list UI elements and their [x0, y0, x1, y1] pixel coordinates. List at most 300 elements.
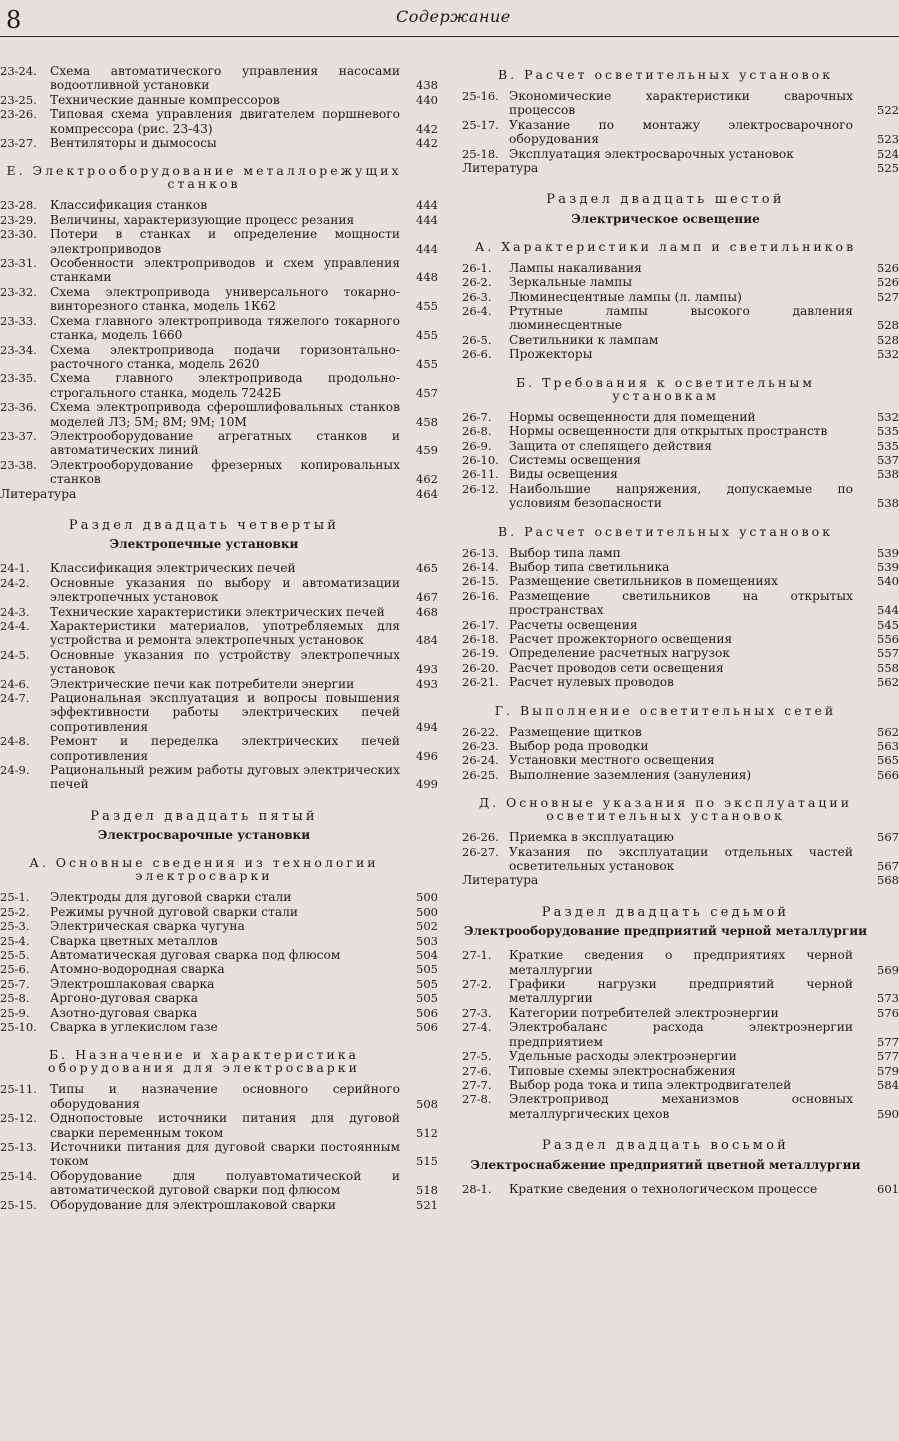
toc-entry	[462, 977, 899, 1006]
entry-number: 27-4.	[462, 1020, 492, 1035]
entry-number: 23-34.	[0, 342, 37, 357]
entry-page: 484	[416, 633, 438, 648]
entry-title: Размещение щитков	[509, 724, 642, 739]
entry-title: Ртутные лампы высокого давления люминесцентные	[509, 304, 853, 333]
toc-entry	[462, 118, 899, 147]
entry-number: 23-38.	[0, 457, 37, 472]
entry-title: Защита от слепящего действия	[509, 438, 712, 453]
toc-block	[462, 410, 899, 511]
entry-title: Экономические характеристики сварочных процессов	[509, 89, 853, 118]
entry-number: 23-24.	[0, 64, 37, 78]
entry-number: 25-14.	[0, 1168, 37, 1183]
entry-number: 26-22.	[462, 724, 499, 739]
entry-number: 25-9.	[0, 1005, 30, 1020]
entry-number: 25-10.	[0, 1019, 37, 1034]
entry-page: 525	[877, 161, 899, 176]
entry-page: 506	[416, 1005, 438, 1020]
section-heading: В. Расчет осветительных установок	[497, 523, 834, 539]
left-column	[0, 64, 438, 1212]
entry-title: Литература	[0, 486, 77, 501]
entry-number: 23-33.	[0, 313, 37, 328]
entry-number: 26-11.	[462, 467, 499, 482]
entry-number: 23-31.	[0, 256, 37, 271]
entry-number: 25-5.	[0, 947, 30, 962]
entry-page: 601	[877, 1181, 899, 1196]
entry-page: 505	[416, 962, 438, 977]
toc-entry	[0, 561, 438, 575]
entry-title: Вентиляторы и дымососы	[50, 136, 217, 151]
entry-page: 440	[416, 92, 438, 107]
entry-title: Типовые схемы электроснабжения	[509, 1063, 736, 1078]
entry-number: 23-28.	[0, 198, 37, 213]
entry-title: Электрическая сварка чугуна	[50, 919, 245, 934]
toc-entry	[0, 93, 438, 107]
entry-number: 26-15.	[462, 574, 499, 589]
entry-number: 26-2.	[462, 275, 492, 290]
entry-title: Выбор рода тока и типа электродвигателей	[509, 1077, 792, 1092]
entry-page: 458	[416, 414, 438, 429]
entry-number: 26-5.	[462, 332, 492, 347]
entry-page: 558	[877, 660, 899, 675]
toc-block	[462, 725, 899, 783]
entry-number: 25-13.	[0, 1139, 37, 1154]
entry-title: Размещение светильников на открытых пространствах	[509, 588, 853, 618]
entry-number: 26-23.	[462, 739, 499, 753]
section-heading: Д. Основные указания по эксплуатации осветительных установок	[478, 795, 853, 824]
toc-entry	[462, 560, 899, 574]
toc-block	[462, 89, 899, 175]
entry-title: Технические характеристики электрических печей	[50, 604, 385, 619]
entry-number: 27-2.	[462, 977, 492, 992]
entry-page: 579	[877, 1063, 899, 1078]
toc-entry	[0, 977, 438, 991]
toc-entry	[462, 453, 899, 467]
part-name: Электрическое освещение	[571, 211, 760, 226]
entry-title: Схема электропривода сферошлифовальных станков моделей ЛЗ; 5М; 8М; 9М; 10М	[50, 400, 400, 429]
entry-title: Рациональная эксплуатация и вопросы повышения эффективности работы электрических печей сопротивления	[50, 691, 400, 734]
entry-number: 26-16.	[462, 588, 499, 603]
toc-entry	[0, 1140, 438, 1169]
entry-number: 23-25.	[0, 92, 37, 107]
entry-number: 25-12.	[0, 1111, 37, 1126]
entry-number: 27-3.	[462, 1005, 492, 1020]
entry-page: 562	[877, 675, 899, 690]
entry-title: Потери в станках и определение мощности электроприводов	[50, 227, 400, 256]
entry-title: Размещение светильников в помещениях	[509, 574, 778, 589]
entry-title: Ремонт и переделка электрических печей сопротивления	[50, 734, 400, 763]
entry-page: 523	[877, 132, 899, 147]
entry-title: Сварка цветных металлов	[50, 933, 218, 948]
entry-title: Типовая схема управления двигателем поршневого компрессора (рис. 23-43)	[50, 107, 400, 136]
part-heading: Раздел двадцать восьмой	[542, 1138, 789, 1154]
entry-page: 538	[877, 496, 899, 511]
entry-number: 25-7.	[0, 976, 30, 991]
entry-number: 23-32.	[0, 284, 37, 299]
entry-number: 25-15.	[0, 1197, 37, 1212]
toc-entry	[0, 1198, 438, 1212]
entry-page: 442	[416, 121, 438, 136]
part-name: Электросварочные установки	[97, 828, 311, 843]
entry-title: Приемка в эксплуатацию	[509, 830, 674, 845]
entry-title: Технические данные компрессоров	[50, 92, 280, 107]
entry-number: 26-7.	[462, 409, 492, 424]
toc-entry	[0, 677, 438, 691]
entry-number: 26-8.	[462, 424, 492, 439]
entry-title: Краткие сведения о технологическом процессе	[509, 1181, 818, 1196]
entry-number: 25-8.	[0, 991, 30, 1006]
entry-title: Типы и назначение основного серийного оборудования	[50, 1082, 400, 1111]
entry-page: 528	[877, 318, 899, 333]
entry-title: Выбор рода проводки	[509, 739, 649, 753]
entry-page: 567	[877, 830, 899, 845]
entry-page: 590	[877, 1106, 899, 1121]
toc-entry	[462, 347, 899, 361]
header-title: Содержание	[396, 7, 511, 26]
toc-entry	[0, 691, 438, 734]
toc-entry	[0, 919, 438, 933]
entry-number: 26-17.	[462, 617, 499, 632]
toc-block	[0, 1082, 438, 1212]
toc-entry	[0, 314, 438, 343]
entry-page: 504	[416, 947, 438, 962]
entry-title: Схема главного электропривода продольно-строгального станка, модель 7242Б	[50, 371, 400, 400]
entry-title: Рациональный режим работы дуговых электрических печей	[50, 763, 400, 792]
entry-number: 26-14.	[462, 559, 499, 574]
entry-number: 23-26.	[0, 107, 37, 122]
toc-entry	[0, 64, 438, 93]
toc-entry	[0, 1020, 438, 1034]
entry-title: Литература	[462, 873, 539, 888]
entry-number: 28-1.	[462, 1181, 492, 1196]
entry-title: Светильники к лампам	[509, 332, 659, 347]
entry-title: Электрические печи как потребители энергии	[50, 676, 355, 691]
entry-page: 532	[877, 409, 899, 424]
entry-title: Краткие сведения о предприятиях черной металлургии	[509, 948, 853, 977]
entry-page: 462	[416, 472, 438, 487]
entry-title: Оборудование для полуавтоматической и автоматической дуговой сварки под флюсом	[50, 1168, 400, 1198]
entry-title: Электроды для дуговой сварки стали	[50, 890, 292, 905]
entry-title: Особенности электроприводов и схем управления станками	[50, 256, 400, 285]
section-heading: Г. Выполнение осветительных сетей	[494, 702, 837, 718]
entry-page: 540	[877, 574, 899, 589]
entry-page: 535	[877, 438, 899, 453]
entry-title: Расчет проводов сети освещения	[509, 660, 724, 675]
entry-number: 24-8.	[0, 734, 30, 749]
entry-number: 23-29.	[0, 212, 37, 227]
toc-entry	[462, 574, 899, 588]
entry-page: 467	[416, 590, 438, 605]
toc-entry	[462, 1182, 899, 1196]
entry-number: 25-3.	[0, 919, 30, 934]
entry-number: 26-18.	[462, 631, 499, 646]
entry-number: 24-9.	[0, 763, 30, 778]
toc-block	[462, 546, 899, 690]
entry-title: Нормы освещенности для открытых пространств	[509, 424, 828, 439]
toc-entry	[0, 198, 438, 212]
toc-entry	[0, 343, 438, 372]
entry-page: 465	[416, 561, 438, 576]
section-heading: Е. Электрооборудование металлорежущих станков	[6, 163, 402, 192]
toc-entry	[462, 725, 899, 739]
toc-entry	[462, 482, 899, 511]
toc-entry	[462, 632, 899, 646]
entry-title: Люминесцентные лампы (л. лампы)	[509, 289, 742, 304]
toc-entry	[462, 546, 899, 560]
entry-page: 506	[416, 1019, 438, 1034]
toc-entry	[462, 304, 899, 333]
toc-entry	[462, 161, 899, 175]
toc-entry	[462, 845, 899, 874]
entry-page: 459	[416, 443, 438, 458]
toc-entry	[462, 147, 899, 161]
page-header	[0, 0, 899, 37]
entry-page: 494	[416, 719, 438, 734]
entry-page: 496	[416, 748, 438, 763]
entry-number: 25-6.	[0, 962, 30, 977]
toc-entry	[462, 589, 899, 618]
entry-page: 457	[416, 385, 438, 400]
section-heading: В. Расчет осветительных установок	[497, 67, 834, 82]
entry-number: 27-1.	[462, 948, 492, 963]
toc-entry	[462, 618, 899, 632]
toc-entry	[0, 429, 438, 458]
entry-number: 23-27.	[0, 136, 37, 151]
entry-page: 567	[877, 859, 899, 874]
entry-number: 26-6.	[462, 347, 492, 362]
toc-entry	[462, 768, 899, 782]
entry-title: Наибольшие напряжения, допускаемые по условиям безопасности	[509, 481, 853, 511]
toc-entry	[0, 213, 438, 227]
toc-entry	[0, 734, 438, 763]
entry-number: 26-3.	[462, 289, 492, 304]
toc-entry	[0, 948, 438, 962]
entry-number: 27-6.	[462, 1063, 492, 1078]
section-heading: Б. Назначение и характеристика оборудования для электросварки	[48, 1047, 360, 1076]
entry-title: Сварка в углекислом газе	[50, 1019, 218, 1034]
toc-entry	[462, 646, 899, 660]
toc-entry	[462, 873, 899, 887]
toc-entry	[462, 439, 899, 453]
entry-title: Определение расчетных нагрузок	[509, 646, 730, 661]
entry-page: 527	[877, 289, 899, 304]
entry-page: 535	[877, 424, 899, 439]
toc-entry	[0, 107, 438, 136]
entry-number: 25-2.	[0, 904, 30, 919]
entry-page: 505	[416, 991, 438, 1006]
entry-page: 544	[877, 603, 899, 618]
entry-number: 23-36.	[0, 400, 37, 415]
entry-page: 524	[877, 146, 899, 161]
toc-block	[0, 561, 438, 792]
entry-title: Азотно-дуговая сварка	[50, 1005, 198, 1020]
entry-title: Указание по монтажу электросварочного оборудования	[509, 117, 853, 147]
toc-entry	[462, 89, 899, 118]
entry-page: 512	[416, 1125, 438, 1140]
toc-entry	[462, 661, 899, 675]
entry-page: 444	[416, 198, 438, 213]
toc-entry	[462, 1064, 899, 1078]
toc-block	[462, 261, 899, 362]
entry-title: Выполнение заземления (зануления)	[509, 767, 752, 782]
entry-title: Автоматическая дуговая сварка под флюсом	[50, 947, 341, 962]
entry-number: 24-6.	[0, 676, 30, 691]
entry-title: Лампы накаливания	[509, 260, 642, 275]
entry-title: Виды освещения	[509, 467, 618, 482]
entry-page: 545	[877, 617, 899, 632]
entry-page: 526	[877, 260, 899, 275]
entry-number: 26-25.	[462, 767, 499, 782]
entry-title: Литература	[462, 161, 539, 176]
entry-page: 455	[416, 356, 438, 371]
toc-entry	[462, 948, 899, 977]
entry-title: Расчет прожекторного освещения	[509, 631, 733, 646]
entry-title: Электробаланс расхода электроэнергии предприятием	[509, 1020, 853, 1049]
entry-title: Установки местного освещения	[509, 753, 715, 768]
toc-entry	[462, 1078, 899, 1092]
toc-entry	[462, 410, 899, 424]
entry-title: Атомно-водородная сварка	[50, 962, 225, 977]
toc-entry	[0, 648, 438, 677]
entry-page: 505	[416, 976, 438, 991]
toc-entry	[0, 1006, 438, 1020]
entry-page: 557	[877, 646, 899, 661]
entry-number: 26-20.	[462, 660, 499, 675]
part-heading: Раздел двадцать пятый	[90, 808, 318, 824]
entry-page: 565	[877, 753, 899, 768]
toc-entry	[0, 458, 438, 487]
entry-number: 26-1.	[462, 260, 492, 275]
entry-number: 27-5.	[462, 1049, 492, 1064]
entry-title: Указания по эксплуатации отдельных частей осветительных установок	[509, 844, 853, 874]
toc-entry	[462, 1092, 899, 1121]
entry-page: 448	[416, 270, 438, 285]
entry-title: Расчет нулевых проводов	[509, 675, 674, 690]
toc-entry	[0, 605, 438, 619]
toc-entry	[0, 1082, 438, 1111]
toc-entry	[0, 1111, 438, 1140]
toc-entry	[0, 487, 438, 501]
entry-page: 442	[416, 136, 438, 151]
entry-title: Режимы ручной дуговой сварки стали	[50, 904, 298, 919]
entry-page: 577	[877, 1049, 899, 1064]
entry-title: Графики нагрузки предприятий черной металлургии	[509, 977, 853, 1006]
page-number: 8	[6, 6, 22, 34]
entry-page: 503	[416, 933, 438, 948]
entry-title: Эксплуатация электросварочных установок	[509, 146, 794, 161]
toc-block	[0, 890, 438, 1034]
toc-entry	[0, 934, 438, 948]
entry-page: 464	[416, 486, 438, 501]
entry-title: Основные указания по выбору и автоматизации электропечных установок	[50, 575, 400, 605]
entry-number: 24-3.	[0, 604, 30, 619]
toc-entry	[462, 467, 899, 481]
entry-number: 24-5.	[0, 647, 30, 662]
toc-entry	[462, 675, 899, 689]
entry-title: Электропривод механизмов основных металлургических цехов	[509, 1092, 853, 1121]
entry-number: 25-18.	[462, 146, 499, 161]
entry-title: Схема автоматического управления насосами водоотливной установки	[50, 64, 400, 93]
entry-number: 23-37.	[0, 428, 37, 443]
entry-page: 515	[416, 1154, 438, 1169]
entry-title: Зеркальные лампы	[509, 275, 633, 290]
entry-number: 24-2.	[0, 575, 30, 590]
entry-number: 26-27.	[462, 844, 499, 859]
toc-entry	[462, 753, 899, 767]
toc-entry	[462, 739, 899, 753]
entry-title: Прожекторы	[509, 347, 593, 362]
entry-page: 539	[877, 559, 899, 574]
entry-number: 24-7.	[0, 691, 30, 706]
entry-page: 528	[877, 332, 899, 347]
toc-entry	[462, 424, 899, 438]
toc-entry	[462, 261, 899, 275]
entry-number: 24-4.	[0, 619, 30, 633]
entry-page: 538	[877, 467, 899, 482]
entry-page: 502	[416, 919, 438, 934]
toc-entry	[0, 890, 438, 904]
entry-page: 444	[416, 241, 438, 256]
entry-title: Категории потребителей электроэнергии	[509, 1005, 779, 1020]
part-name: Электрооборудование предприятий черной металлургии	[463, 924, 868, 939]
section-heading: А. Основные сведения из технологии электросварки	[29, 855, 379, 884]
part-heading: Раздел двадцать седьмой	[541, 904, 790, 920]
entry-page: 518	[416, 1183, 438, 1198]
entry-title: Величины, характеризующие процесс резания	[50, 212, 355, 227]
toc-entry	[462, 1006, 899, 1020]
entry-page: 584	[877, 1077, 899, 1092]
entry-page: 500	[416, 890, 438, 905]
entry-page: 577	[877, 1034, 899, 1049]
entry-page: 455	[416, 299, 438, 314]
entry-page: 539	[877, 545, 899, 560]
toc-block	[462, 830, 899, 888]
entry-page: 455	[416, 328, 438, 343]
toc-entry	[0, 619, 438, 648]
entry-number: 26-19.	[462, 646, 499, 661]
entry-page: 562	[877, 724, 899, 739]
entry-page: 468	[416, 604, 438, 619]
entry-page: 576	[877, 1005, 899, 1020]
toc-entry	[462, 333, 899, 347]
entry-title: Схема электропривода универсального токарно-винторезного станка, модель 1К62	[50, 284, 400, 314]
entry-number: 23-30.	[0, 227, 37, 242]
toc-entry	[0, 962, 438, 976]
entry-title: Электрооборудование фрезерных копировальных станков	[50, 457, 400, 487]
entry-number: 26-10.	[462, 452, 499, 467]
toc-entry	[0, 576, 438, 605]
toc-entry	[0, 991, 438, 1005]
entry-page: 493	[416, 676, 438, 691]
entry-number: 26-26.	[462, 830, 499, 845]
entry-page: 556	[877, 631, 899, 646]
entry-title: Расчеты освещения	[509, 617, 638, 632]
entry-page: 573	[877, 991, 899, 1006]
entry-title: Системы освещения	[509, 452, 641, 467]
entry-title: Выбор типа светильника	[509, 559, 670, 574]
entry-number: 25-4.	[0, 933, 30, 948]
entry-title: Выбор типа ламп	[509, 545, 621, 560]
entry-number: 24-1.	[0, 561, 30, 576]
entry-page: 522	[877, 103, 899, 118]
section-heading: А. Характеристики ламп и светильников	[474, 238, 857, 254]
toc-entry	[0, 905, 438, 919]
toc-entry	[0, 136, 438, 150]
toc-entry	[462, 830, 899, 844]
toc-entry	[462, 1020, 899, 1049]
entry-title: Оборудование для электрошлаковой сварки	[50, 1197, 337, 1212]
entry-title: Источники питания для дуговой сварки постоянным током	[50, 1139, 400, 1169]
entry-page: 532	[877, 347, 899, 362]
